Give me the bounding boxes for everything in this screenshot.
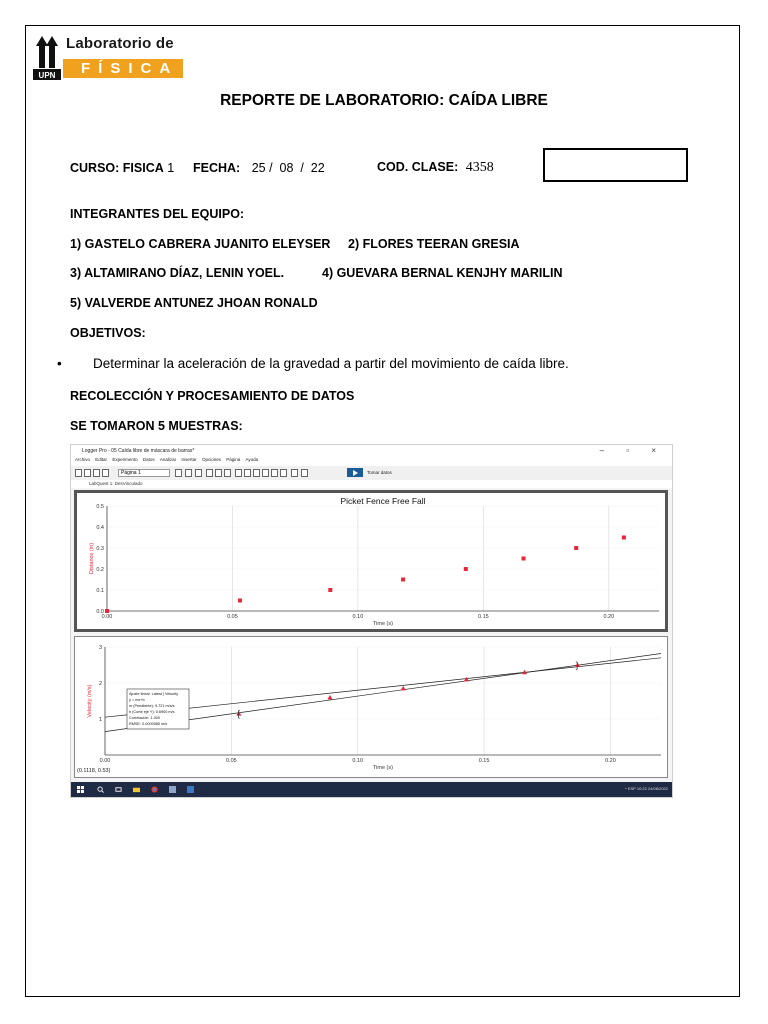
cod-clase-label: COD. CLASE: bbox=[377, 160, 459, 174]
bracket-marker: } bbox=[575, 660, 579, 670]
x-tick-label: 0.00 bbox=[101, 614, 113, 620]
y-tick-label: 0.0 bbox=[96, 609, 104, 615]
menu-item[interactable]: Experimento bbox=[112, 457, 138, 462]
team-member: 1) GASTELO CABRERA JUANITO ELEYSER bbox=[70, 237, 331, 251]
distance-graph-panel[interactable] bbox=[74, 490, 668, 632]
blank-answer-box bbox=[543, 148, 688, 182]
y-tick-label: 0.1 bbox=[96, 588, 104, 594]
new-file-icon[interactable] bbox=[75, 469, 82, 477]
linear-fit-icon[interactable] bbox=[280, 469, 287, 477]
menu-item[interactable]: Ayuda bbox=[245, 457, 259, 462]
windows-start-icon[interactable] bbox=[77, 786, 84, 793]
y-tick-label: 2 bbox=[98, 681, 102, 687]
logo-mark-text: UPN bbox=[38, 71, 56, 80]
taskbar bbox=[71, 782, 673, 798]
y-tick-label: 3 bbox=[98, 645, 102, 651]
zoom-in-icon[interactable] bbox=[215, 469, 222, 477]
team-member: 2) FLORES TEERAN GRESIA bbox=[348, 237, 520, 251]
fit-info-line: m (Pendiente): 9.721 m/s/s bbox=[129, 704, 175, 708]
data-point bbox=[328, 588, 332, 592]
file-explorer-icon[interactable] bbox=[133, 786, 140, 793]
search-icon[interactable] bbox=[97, 786, 104, 793]
bracket-marker: { bbox=[236, 708, 240, 719]
x-tick-label: 0.05 bbox=[227, 614, 238, 620]
curso-label: CURSO: bbox=[70, 161, 120, 175]
fit-info-line: Correlación: 1.000 bbox=[129, 716, 161, 720]
sensor-bar bbox=[71, 480, 673, 488]
y-tick-label: 0.3 bbox=[96, 546, 104, 552]
window-controls[interactable]: – ▫ × bbox=[599, 446, 666, 455]
y-tick-label: 0.4 bbox=[96, 525, 104, 531]
fit-info-line: RMSE: 0.0000085 m/s bbox=[129, 722, 168, 726]
team-member: 5) VALVERDE ANTUNEZ JHOAN RONALD bbox=[70, 296, 318, 310]
open-file-icon[interactable] bbox=[84, 469, 91, 477]
tangent-icon[interactable] bbox=[244, 469, 251, 477]
x-tick-label: 0.00 bbox=[99, 758, 111, 764]
app-icon[interactable] bbox=[187, 786, 194, 793]
y-axis-label: Velocity (m/s) bbox=[87, 684, 93, 718]
page-title: REPORTE DE LABORATORIO: CAÍDA LIBRE bbox=[220, 92, 548, 109]
model-icon[interactable] bbox=[291, 469, 298, 477]
task-view-icon[interactable] bbox=[115, 786, 122, 793]
chrome-icon[interactable] bbox=[151, 786, 158, 793]
page-select[interactable]: Página 1 bbox=[118, 469, 170, 477]
zoom-out-icon[interactable] bbox=[224, 469, 231, 477]
cursor-readout: (0.1118, 0.53) bbox=[77, 768, 111, 774]
examine-icon[interactable] bbox=[235, 469, 242, 477]
data-heading: RECOLECCIÓN Y PROCESAMIENTO DE DATOS bbox=[70, 389, 355, 403]
team-heading: INTEGRANTES DEL EQUIPO: bbox=[70, 207, 245, 221]
print-icon[interactable] bbox=[102, 469, 109, 477]
menu-item[interactable]: Opciones bbox=[201, 457, 221, 462]
y-tick-label: 1 bbox=[98, 717, 102, 723]
fecha-label: FECHA: bbox=[193, 161, 241, 175]
team-member: 3) ALTAMIRANO DÍAZ, LENIN YOEL. bbox=[70, 266, 285, 280]
x-tick-label: 0.20 bbox=[603, 614, 615, 620]
data-point bbox=[464, 567, 468, 571]
logger-pro-screenshot bbox=[70, 444, 673, 798]
x-axis-label: Time (s) bbox=[373, 765, 393, 771]
menu-bar bbox=[71, 457, 673, 466]
fecha-field bbox=[193, 161, 325, 175]
table-icon[interactable] bbox=[185, 469, 192, 477]
autoscale-icon[interactable] bbox=[206, 469, 213, 477]
cod-clase-value: 4358 bbox=[465, 160, 494, 175]
x-axis-label: Time (s) bbox=[373, 621, 393, 627]
stats-icon[interactable] bbox=[262, 469, 269, 477]
play-icon bbox=[353, 470, 358, 476]
samples-heading: SE TOMARON 5 MUESTRAS: bbox=[70, 419, 243, 433]
clock-icon[interactable] bbox=[301, 469, 308, 477]
cod-clase-field bbox=[377, 160, 494, 176]
team-member: 4) GUEVARA BERNAL KENJHY MARILIN bbox=[322, 266, 563, 280]
data-point bbox=[401, 578, 405, 582]
objective-text: Determinar la aceleración de la gravedad a partir del movimiento de caída libre. bbox=[93, 356, 569, 371]
calculator-icon[interactable] bbox=[195, 469, 202, 477]
y-tick-label: 0.2 bbox=[96, 567, 104, 573]
menu-item[interactable]: Archivo bbox=[75, 457, 91, 462]
x-tick-label: 0.20 bbox=[605, 758, 616, 764]
curso-field bbox=[70, 161, 174, 175]
menu-item[interactable]: Analizar bbox=[159, 457, 177, 462]
curso-value: FISICA bbox=[122, 161, 164, 175]
x-tick-label: 0.15 bbox=[478, 614, 489, 620]
menu-item[interactable]: Editar bbox=[95, 457, 108, 462]
toolbar bbox=[71, 466, 673, 481]
sensor-label: LabQuest 1: DesVinculado bbox=[89, 481, 143, 486]
collect-label: Tomar datos bbox=[367, 470, 392, 475]
curve-fit-icon[interactable] bbox=[271, 469, 278, 477]
x-tick-label: 0.10 bbox=[352, 614, 364, 620]
chart-title: Picket Fence Free Fall bbox=[340, 496, 426, 506]
data-point bbox=[574, 546, 578, 550]
y-tick-label: 0.5 bbox=[96, 504, 104, 510]
logo bbox=[33, 34, 183, 80]
curso-number: 1 bbox=[167, 161, 175, 175]
bullet-icon: • bbox=[57, 356, 62, 371]
logger-pro-icon[interactable] bbox=[169, 786, 176, 793]
save-icon[interactable] bbox=[93, 469, 100, 477]
velocity-graph-panel[interactable] bbox=[74, 636, 668, 778]
integral-icon[interactable] bbox=[253, 469, 260, 477]
data-point bbox=[105, 609, 109, 613]
fecha-value: 25 / 08 / 22 bbox=[251, 161, 325, 175]
fit-info-line: y = mx+b bbox=[129, 698, 145, 702]
data-point bbox=[622, 536, 626, 540]
velocity-chart bbox=[75, 637, 667, 777]
distance-chart bbox=[77, 493, 665, 629]
objectives-heading: OBJETIVOS: bbox=[70, 326, 146, 340]
data-point bbox=[401, 686, 406, 691]
x-tick-label: 0.05 bbox=[226, 758, 237, 764]
next-page-icon[interactable] bbox=[175, 469, 182, 477]
data-point bbox=[238, 599, 242, 603]
window-titlebar bbox=[71, 445, 673, 457]
data-point bbox=[327, 695, 332, 700]
data-point bbox=[522, 557, 526, 561]
x-tick-label: 0.15 bbox=[478, 758, 490, 764]
fit-info-line: Ajuste lineal: Latest | Velocity bbox=[129, 692, 179, 696]
x-tick-label: 0.10 bbox=[352, 758, 364, 764]
menu-item[interactable]: Datos bbox=[142, 457, 155, 462]
menu-item[interactable]: Página bbox=[226, 457, 241, 462]
window-title: Logger Pro - 05 Caída libre de máscara de barras* bbox=[82, 448, 195, 454]
upn-logo-icon bbox=[33, 34, 61, 80]
menu-item[interactable]: Insertar bbox=[181, 457, 197, 462]
fit-info-line: b (Corte eje Y): 0.6900 m/s bbox=[129, 710, 175, 714]
data-point bbox=[464, 677, 469, 682]
logo-bottom-text: FÍSICA bbox=[81, 60, 179, 77]
logo-top-text: Laboratorio de bbox=[66, 35, 174, 52]
y-axis-label: Distance (m) bbox=[89, 542, 95, 575]
system-tray: ^ ESP 10:22 24/08/2022 bbox=[624, 786, 668, 791]
